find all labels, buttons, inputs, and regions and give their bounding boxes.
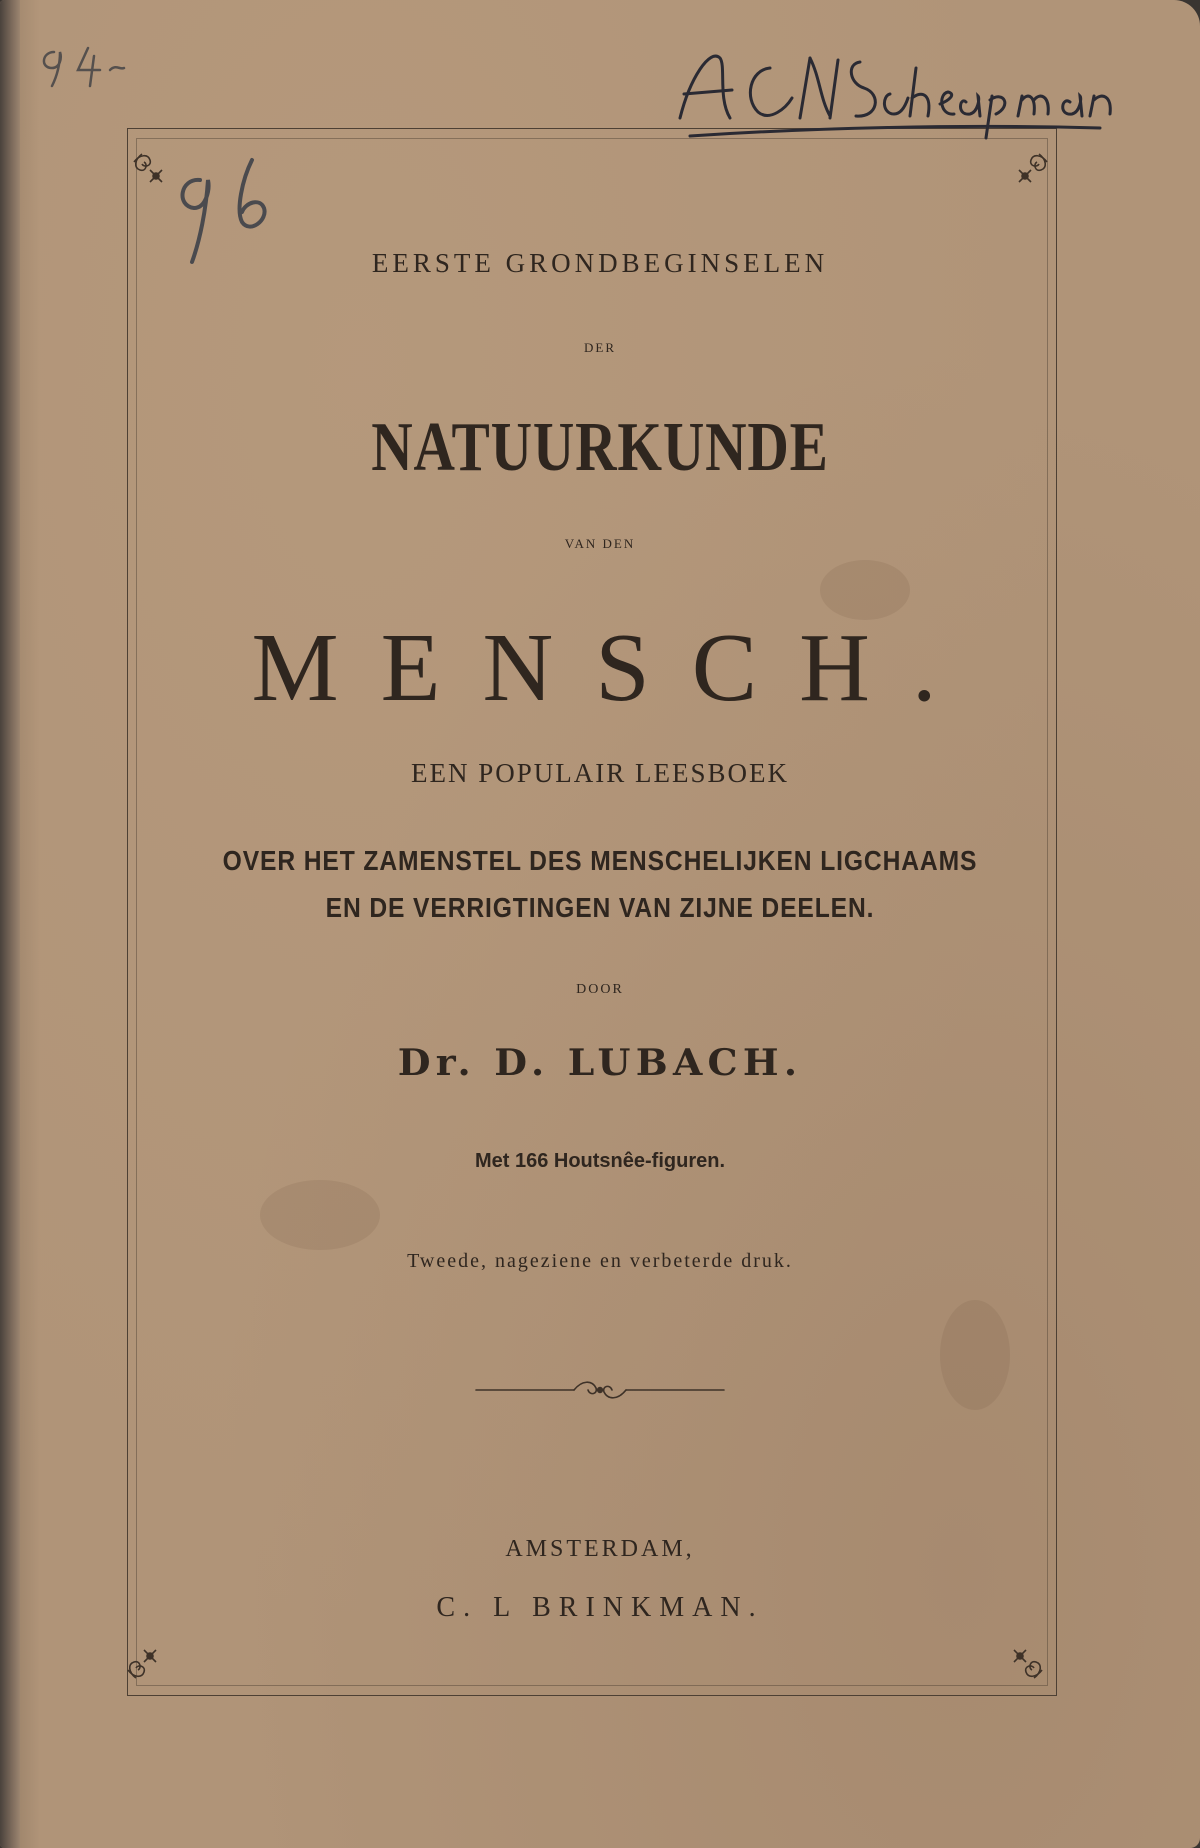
title-mensch: MENSCH. [251, 614, 979, 722]
author-name: Dr. D. LUBACH. [397, 1042, 803, 1084]
corner-ornament-icon [124, 1636, 170, 1682]
corner-ornament-icon [1005, 150, 1051, 196]
edition-note: Tweede, nageziene en verbeterde druk. [407, 1250, 793, 1272]
title-line-eerste: EERSTE GRONDBEGINSELEN [371, 248, 829, 278]
subtitle-verrigtingen: EN DE VERRIGTINGEN VAN ZIJNE DEELEN. [325, 892, 875, 923]
byline-door: DOOR [576, 982, 624, 997]
book-spine [0, 0, 20, 1848]
subtitle-over: OVER HET ZAMENSTEL DES MENSCHELIJKEN LIGCHAAMS [222, 845, 978, 876]
corner-note-handwriting [28, 40, 138, 90]
corner-ornament-icon [1000, 1636, 1046, 1682]
title-line-der: DER [584, 340, 616, 355]
imprint-publisher: C. L BRINKMAN. [436, 1592, 764, 1623]
decorative-rule-icon [470, 1378, 730, 1402]
title-line-van-den: VAN DEN [564, 536, 636, 551]
subtitle-populair: EEN POPULAIR LEESBOEK [411, 758, 789, 788]
imprint-city: AMSTERDAM, [505, 1536, 695, 1562]
title-natuurkunde: NATUURKUNDE [371, 409, 829, 486]
owner-signature-handwriting [660, 38, 1130, 148]
figures-note: Met 166 Houtsnêe-figuren. [474, 1150, 726, 1172]
